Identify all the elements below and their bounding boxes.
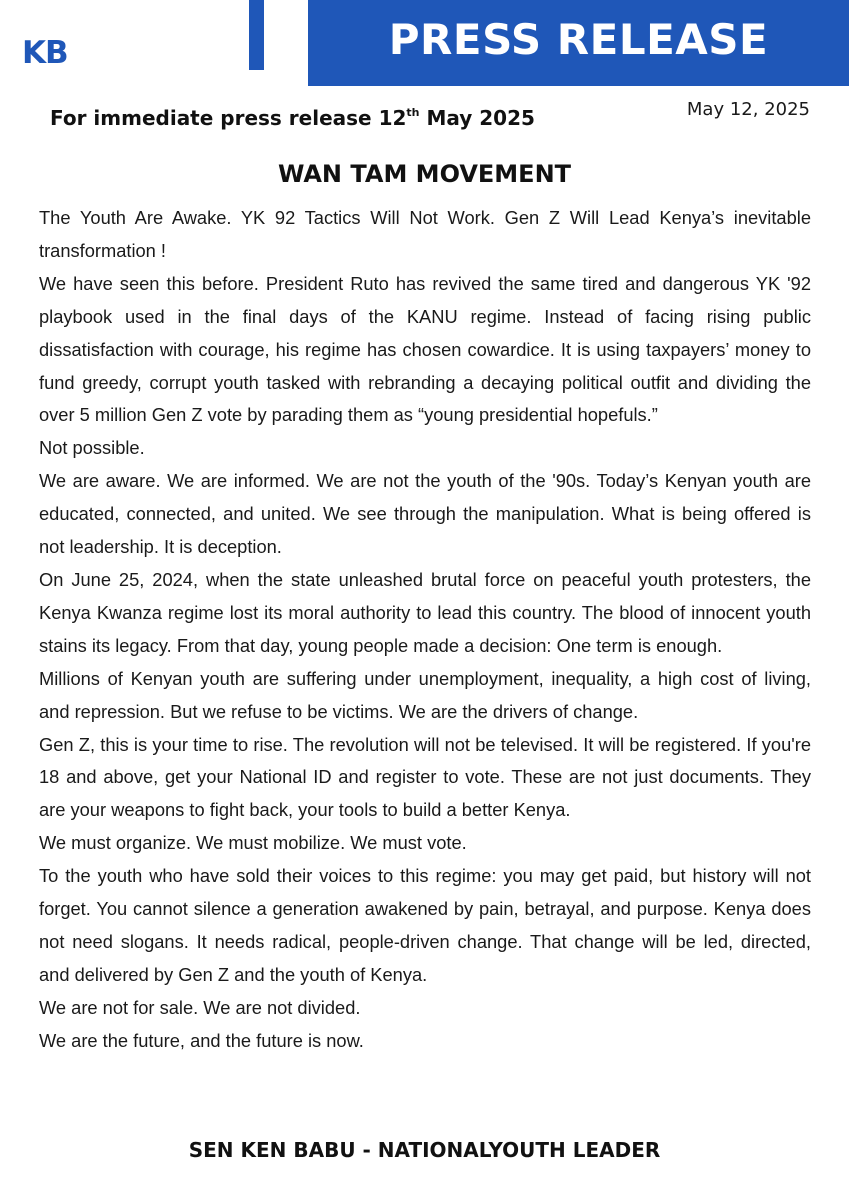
banner-title: PRESS RELEASE (388, 14, 769, 64)
body-paragraph: Not possible. (39, 437, 145, 459)
body-paragraph: We are aware. We are informed. We are not the youth of the '90s. Today’s Kenyan youth are educated, connected, and united. We see through the manipulation. What is being offered is not leadership. It is deception. (39, 470, 811, 558)
body-paragraph: To the youth who have sold their voices to this regime: you may get paid, but history will not forget. You cannot silence a generation awakened by pain, betrayal, and purpose. Kenya does not need slogans. It needs radical, people-driven change. That change will be led, directed, and delivered by Gen Z and the youth of Kenya. (39, 865, 811, 985)
body-paragraph: We are the future, and the future is now. (39, 1029, 364, 1051)
release-notice (50, 106, 535, 130)
body-paragraph: We have seen this before. President Ruto has revived the same tired and dangerous YK '92 playbook used in the final days of the KANU regime. Instead of facing rising public dissatisfaction with courage, his regime has chosen cowardice. It is using taxpayers’ money to fund greedy, corrupt youth tasked with rebranding a decaying political outfit and dividing the over 5 million Gen Z vote by parading them as “young presidential hopefuls.” (39, 272, 811, 426)
body-paragraph: We must organize. We must mobilize. We must vote. (39, 832, 467, 854)
header-accent-bar (249, 0, 264, 70)
body-paragraph: We are not for sale. We are not divided. (39, 996, 361, 1018)
release-notice-suffix: May 2025 (419, 106, 535, 130)
release-notice-prefix: For immediate press release 12 (50, 106, 407, 130)
release-notice-superscript: th (406, 106, 420, 119)
release-date: May 12, 2025 (686, 99, 810, 120)
body-paragraph: The Youth Are Awake. YK 92 Tactics Will Not Work. Gen Z Will Lead Kenya’s inevitable transformation ! (39, 207, 811, 261)
press-release-body (39, 202, 811, 1058)
document-heading: WAN TAM MOVEMENT (277, 160, 572, 188)
press-release-banner (308, 0, 849, 86)
body-paragraph: On June 25, 2024, when the state unleashed brutal force on peaceful youth protesters, the Kenya Kwanza regime lost its moral authority to lead this country. The blood of innocent youth stains its legacy. From that day, young people made a decision: One term is enough. (39, 568, 811, 656)
body-paragraph: Millions of Kenyan youth are suffering under unemployment, inequality, a high cost of living, and repression. But we refuse to be victims. We are the drivers of change. (39, 667, 811, 722)
signature-line: SEN KEN BABU - NATIONALYOUTH LEADER (188, 1138, 661, 1162)
body-paragraph: Gen Z, this is your time to rise. The revolution will not be televised. It will be registered. If you're 18 and above, get your National ID and register to vote. These are not just documents. They are your weapons to fight back, your tools to build a better Kenya. (39, 733, 811, 821)
kb-logo: KB (22, 35, 68, 71)
